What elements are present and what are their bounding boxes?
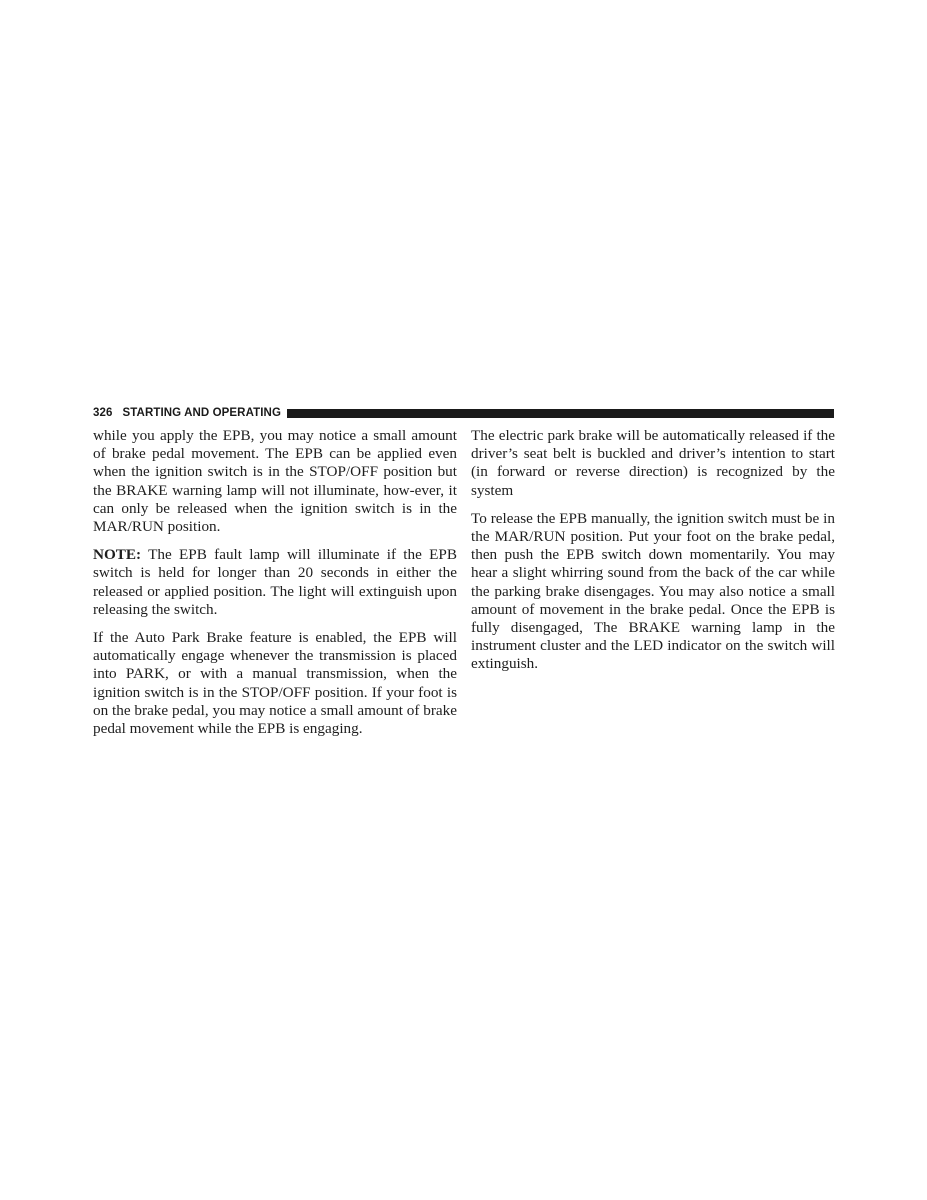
section-title: STARTING AND OPERATING — [122, 407, 282, 419]
right-column — [471, 427, 835, 684]
left-column — [93, 427, 457, 748]
paragraph-auto-park-brake: If the Auto Park Brake feature is enabled, the EPB will automatically engage whenever the transmission is placed into PARK, or with a manual transmission, when the ignition switch is in the STOP/OFF position. If your foot is on the brake pedal, you may notice a small amount of brake pedal movement while the EPB is engaging. — [93, 629, 457, 738]
note-text: The EPB fault lamp will illuminate if the EPB switch is held for longer than 20 seconds in either the released or applied position. The light will extinguish upon releasing the switch. — [93, 546, 457, 618]
note-paragraph — [93, 546, 457, 619]
paragraph-manual-release: To release the EPB manually, the ignition switch must be in the MAR/RUN position. Put your foot on the brake pedal, then push the EPB switch down momentarily. You may hear a slight whirring sound from the back of the car while the parking brake disengages. You may also notice a small amount of movement in the brake pedal. Once the EPB is fully disengaged, The BRAKE warning lamp in the instrument cluster and the LED indicator on the switch will extinguish. — [471, 509, 835, 673]
paragraph-epb-apply: while you apply the EPB, you may notice a small amount of brake pedal movement. The EPB can be applied even when the ignition switch is in the STOP/OFF position but the BRAKE warning lamp will not illuminate, how-ever, it can only be released when the ignition switch is in the MAR/RUN position. — [93, 427, 457, 536]
note-label: NOTE: — [93, 546, 142, 564]
paragraph-auto-release: The electric park brake will be automatically released if the driver’s seat belt is buckled and driver’s intention to start (in forward or reverse direction) is recognized by the system — [471, 427, 835, 499]
page-number: 326 — [93, 407, 113, 419]
header-rule — [287, 409, 834, 418]
page-header — [93, 405, 834, 421]
